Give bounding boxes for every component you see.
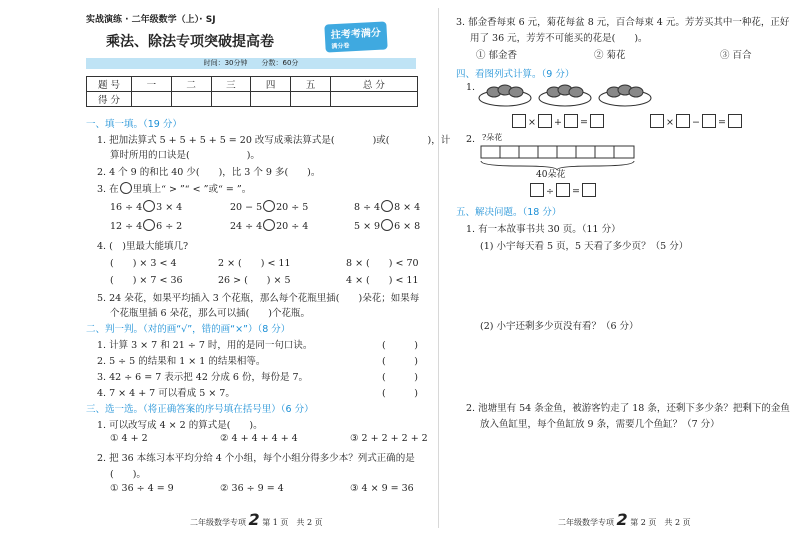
score-cell: 题 号 [87, 77, 132, 92]
choice-option[interactable]: ③ 百合 [720, 50, 752, 61]
score-table-score-row [87, 92, 418, 107]
solve-2-line-b: 放入鱼缸里，每个鱼缸放 9 条，需要几个鱼缸？（7 分） [480, 419, 720, 430]
plate-icon [599, 85, 651, 106]
compare-circle[interactable] [263, 200, 275, 212]
q1-5-line-b: 个花瓶里插 6 朵花，那么可以插( )个花瓶。 [110, 308, 310, 319]
op-plus: + [553, 117, 562, 128]
fill-item[interactable]: 4 × ( ) < 11 [346, 275, 419, 286]
compare-circle[interactable] [143, 219, 155, 231]
cmp-right: 20 ÷ 4 [276, 221, 309, 232]
banner-subtext: 满分卷 [331, 42, 350, 51]
series-label: 实战演练 · 二年级数学（上）· SJ [86, 15, 216, 25]
choice-option[interactable]: ③ 4 × 9 = 36 [350, 483, 414, 494]
equation-3 [530, 183, 596, 197]
cmp-left: 24 ÷ 4 [230, 221, 263, 232]
score-cell: 五 [291, 77, 331, 92]
plate-icon [479, 85, 531, 106]
op-times: × [528, 117, 536, 128]
score-input-cell[interactable] [291, 92, 331, 107]
score-input-cell[interactable] [211, 92, 251, 107]
score-input-cell[interactable] [330, 92, 417, 107]
judge-answer[interactable]: ( ) [382, 388, 418, 399]
choice-option[interactable]: ① 郁金香 [476, 50, 518, 61]
banner-text: 拄考考满分 [330, 27, 382, 42]
section-2-heading: 二、判一判。（对的画“√”，错的画“×”）（8 分） [86, 324, 291, 335]
answer-box[interactable] [590, 114, 604, 128]
cmp-left: 5 × 9 [354, 221, 381, 232]
choice-option[interactable]: ② 4 + 4 + 4 + 4 [220, 433, 298, 444]
full-score-banner [324, 21, 387, 52]
fill-item[interactable]: 26 > ( ) × 5 [218, 275, 291, 286]
section-1-heading: 一、填一填。（19 分） [86, 119, 182, 130]
score-cell: 得 分 [87, 92, 132, 107]
cmp-item [230, 200, 308, 213]
score-cell: 二 [171, 77, 211, 92]
op-times: × [666, 117, 674, 128]
cmp-right: 6 ÷ 2 [156, 221, 183, 232]
answer-box[interactable] [582, 183, 596, 197]
op-eq: = [579, 117, 588, 128]
choice-3-line-b: 用了 36 元，芳芳不可能买的花是( )。 [470, 33, 648, 44]
cmp-right: 20 ÷ 5 [276, 202, 309, 213]
choice-option[interactable]: ③ 2 + 2 + 2 + 2 [350, 433, 428, 444]
solve-2-line-a: 2. 池塘里有 54 条金鱼，被游客钓走了 18 条，还剩下多少条？把剩下的金鱼 [466, 403, 790, 414]
q1-3-post: 里填上“ > ”“ < ”或“ = ”。 [132, 184, 252, 195]
answer-box[interactable] [650, 114, 664, 128]
answer-box[interactable] [702, 114, 716, 128]
cmp-right: 6 × 8 [394, 221, 421, 232]
answer-box[interactable] [538, 114, 552, 128]
solve-1: 1. 有一本故事书共 30 页。（11 分） [466, 224, 621, 235]
fill-item[interactable]: 8 × ( ) < 70 [346, 258, 419, 269]
cmp-item [354, 219, 420, 232]
page-divider [438, 8, 439, 528]
score-cell: 一 [132, 77, 172, 92]
q1-1-line-a: 1. 把加法算式 5 + 5 + 5 + 5 = 20 改写成乘法算式是( )或( )，计 [97, 135, 451, 146]
footer-label: 二年级数学专项 [558, 518, 614, 527]
section-4-heading: 四、看图列式计算。（9 分） [456, 69, 575, 80]
judge-item: 4. 7 × 4 + 7 可以看成 5 × 7。 [97, 388, 235, 399]
q1-1-line-b: 算时所用的口诀是( )。 [110, 150, 260, 161]
compare-circle[interactable] [381, 200, 393, 212]
footer-page: 第 1 页 共 2 页 [262, 518, 323, 527]
q1-2: 2. 4 个 9 的和比 40 少( )，比 3 个 9 多( )。 [97, 167, 321, 178]
score-input-cell[interactable] [171, 92, 211, 107]
op-eq: = [571, 186, 580, 197]
fruit-plates-illustration [478, 78, 688, 108]
flowers-question-label: ?朵花 [482, 133, 503, 142]
circle-icon [120, 182, 132, 194]
op-minus: − [691, 117, 700, 128]
equation-2 [650, 114, 742, 128]
cmp-item [230, 219, 308, 232]
judge-answer[interactable]: ( ) [382, 372, 418, 383]
choice-2-paren: ( )。 [110, 469, 146, 480]
score-input-cell[interactable] [132, 92, 172, 107]
answer-box[interactable] [564, 114, 578, 128]
cmp-left: 16 ÷ 4 [110, 202, 143, 213]
answer-box[interactable] [530, 183, 544, 197]
cmp-item [110, 219, 182, 232]
score-cell: 四 [251, 77, 291, 92]
score-cell: 总 分 [330, 77, 417, 92]
solve-1-part-1: (1) 小宇每天看 5 页，5 天看了多少页？（5 分） [480, 241, 689, 252]
answer-box[interactable] [728, 114, 742, 128]
compare-circle[interactable] [381, 219, 393, 231]
score-table-header-row [87, 77, 418, 92]
cmp-right: 3 × 4 [156, 202, 183, 213]
picture-q1-label: 1. [466, 82, 476, 93]
compare-circle[interactable] [143, 200, 155, 212]
op-eq: = [717, 117, 726, 128]
judge-answer[interactable]: ( ) [382, 340, 418, 351]
footer-number: 2 [248, 510, 260, 529]
footer-page: 第 2 页 共 2 页 [630, 518, 691, 527]
page-title: 乘法、除法专项突破提高卷 [106, 34, 274, 50]
q1-3-pre: 3. 在 [97, 184, 119, 195]
picture-q2-label: 2. [466, 134, 476, 145]
fill-item[interactable]: ( ) × 3 < 4 [110, 258, 177, 269]
answer-box[interactable] [512, 114, 526, 128]
plate-icon [539, 85, 591, 106]
choice-option[interactable]: ① 4 + 2 [110, 433, 148, 444]
compare-circle[interactable] [263, 219, 275, 231]
cmp-left: 20 − 5 [230, 202, 263, 213]
section-3-heading: 三、选一选。（将正确答案的序号填在括号里）（6 分） [86, 404, 314, 415]
score-table [86, 76, 418, 107]
footer-number: 2 [616, 510, 628, 529]
equation-1 [512, 114, 604, 128]
time-score-bar: 时间：30分钟 分数：60分 [86, 58, 416, 69]
right-footer [558, 510, 691, 529]
judge-answer[interactable]: ( ) [382, 356, 418, 367]
choice-option[interactable]: ② 菊花 [594, 50, 626, 61]
cmp-item [354, 200, 420, 213]
footer-label: 二年级数学专项 [190, 518, 246, 527]
answer-box[interactable] [676, 114, 690, 128]
judge-item: 1. 计算 3 × 7 和 21 ÷ 7 时，用的是同一句口诀。 [97, 340, 313, 351]
cmp-left: 8 ÷ 4 [354, 202, 381, 213]
q1-5-line-a: 5. 24 朵花，如果平均插入 3 个花瓶，那么每个花瓶里插( )朵花；如果每 [97, 293, 420, 304]
section-5-heading: 五、解决问题。（18 分） [456, 207, 562, 218]
choice-option[interactable]: ① 36 ÷ 4 = 9 [110, 483, 174, 494]
choice-option[interactable]: ② 36 ÷ 9 = 4 [220, 483, 284, 494]
choice-2: 2. 把 36 本练习本平均分给 4 个小组，每个小组分得多少本？列式正确的是 [97, 453, 415, 464]
score-cell: 三 [211, 77, 251, 92]
flowers-total-label: 40朵花 [536, 170, 566, 180]
judge-item: 2. 5 ÷ 5 的结果和 1 × 1 的结果相等。 [97, 356, 266, 367]
left-footer [190, 510, 323, 529]
cmp-left: 12 ÷ 4 [110, 221, 143, 232]
fill-item[interactable]: ( ) × 7 < 36 [110, 275, 183, 286]
solve-1-part-2: (2) 小宇还剩多少页没有看？（6 分） [480, 321, 639, 332]
fill-item[interactable]: 2 × ( ) < 11 [218, 258, 291, 269]
judge-item: 3. 42 ÷ 6 = 7 表示把 42 分成 6 份，每份是 7。 [97, 372, 309, 383]
choice-1: 1. 可以改写成 4 × 2 的算式是( )。 [97, 420, 263, 431]
q1-3 [97, 181, 251, 195]
cmp-right: 8 × 4 [394, 202, 421, 213]
answer-box[interactable] [556, 183, 570, 197]
op-div: ÷ [546, 186, 554, 197]
score-input-cell[interactable] [251, 92, 291, 107]
q1-4: 4. ( )里最大能填几? [97, 241, 189, 252]
cmp-item [110, 200, 182, 213]
choice-3-line-a: 3. 郁金香每束 6 元，菊花每盆 8 元，百合每束 4 元。芳芳买其中一种花，正好 [456, 17, 790, 28]
